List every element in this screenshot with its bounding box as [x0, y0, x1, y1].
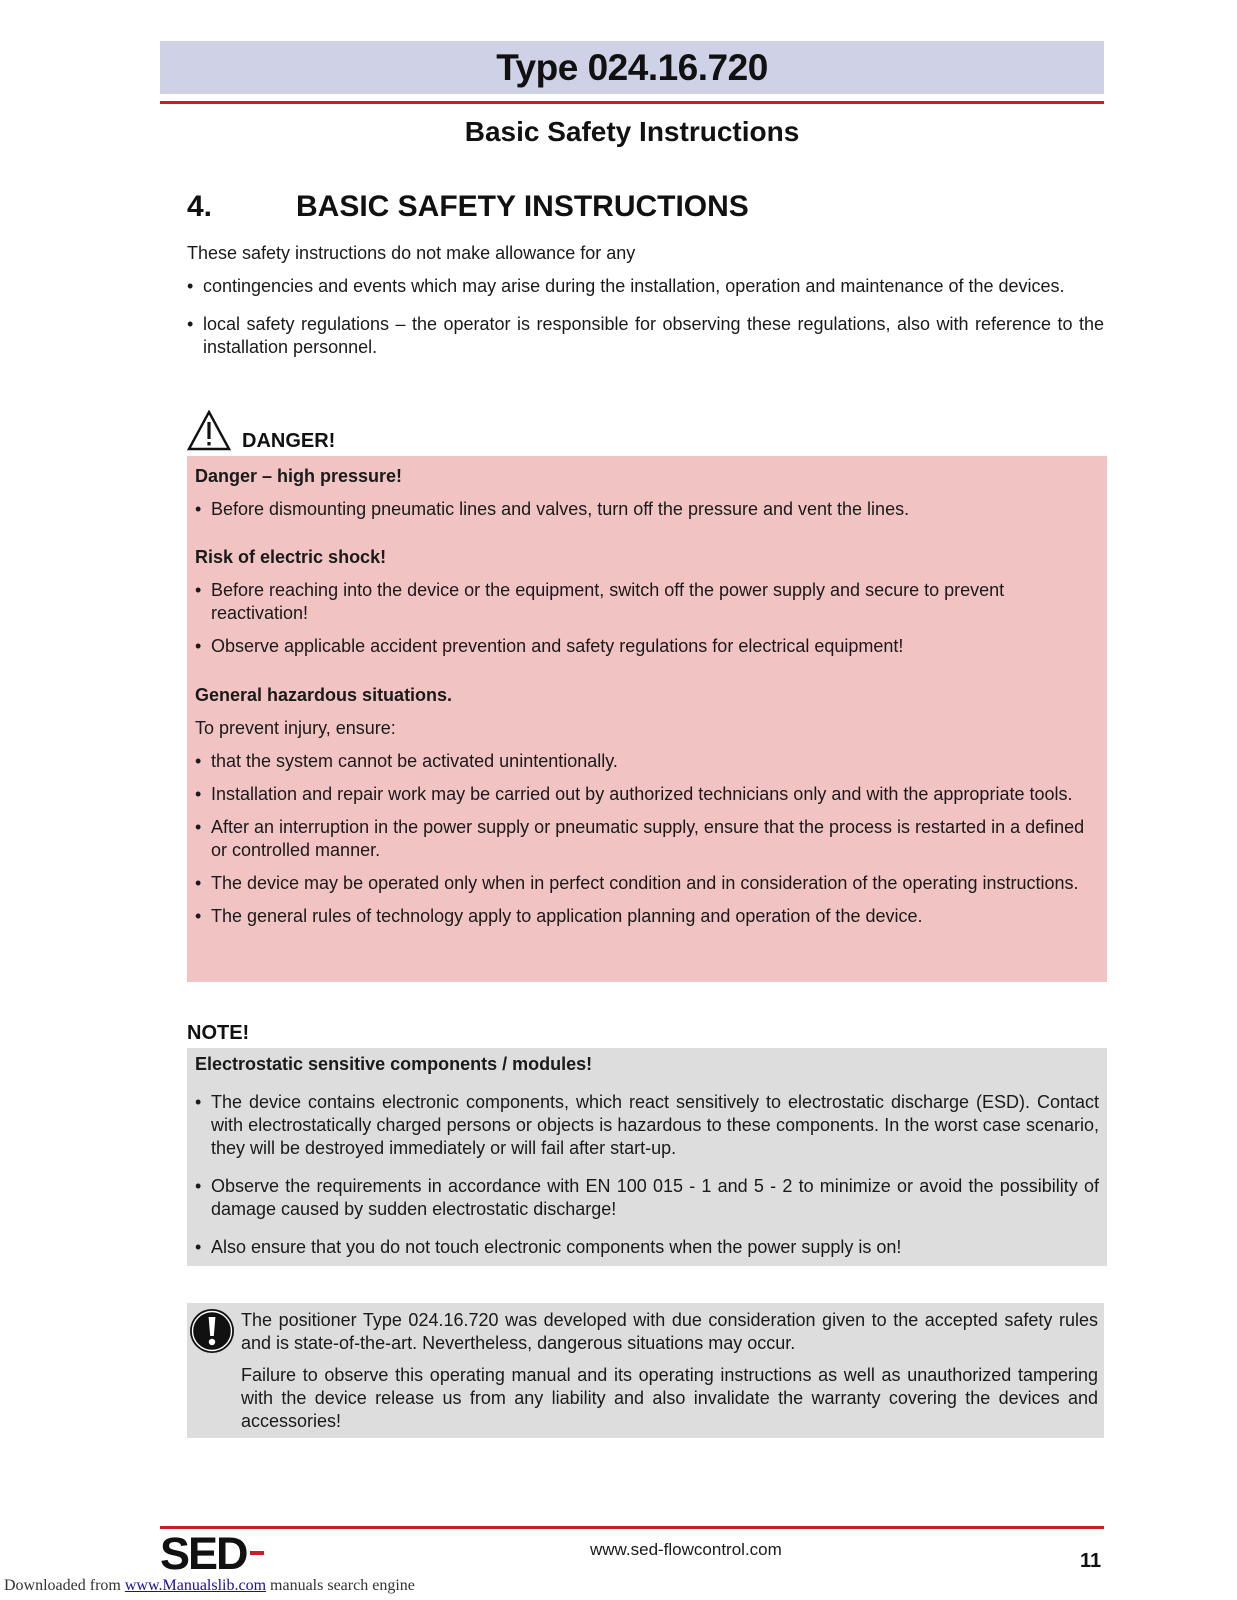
- download-note: [4, 1577, 415, 1595]
- page-number: 11: [1080, 1550, 1102, 1572]
- danger-bullet: • Observe applicable accident prevention and safety regulations for electrical equipment!: [195, 635, 1099, 658]
- danger-group-lead: To prevent injury, ensure:: [195, 718, 396, 738]
- danger-label: DANGER!: [242, 430, 336, 452]
- section-subtitle: Basic Safety Instructions: [464, 116, 800, 147]
- download-suffix: manuals search engine: [266, 1577, 415, 1594]
- note-label: NOTE!: [187, 1022, 250, 1044]
- intro-bullets: [187, 275, 1104, 359]
- chapter-title: BASIC SAFETY INSTRUCTIONS: [296, 190, 749, 223]
- info-paragraph: The positioner Type 024.16.720 was developed with due consideration given to the accepted safety rules and is state-of-the-art. Nevertheless, dangerous situations may occur.: [241, 1310, 1098, 1353]
- download-prefix: Downloaded from: [4, 1577, 125, 1594]
- danger-box: [187, 456, 1107, 982]
- footer-divider: [160, 1526, 1104, 1529]
- sed-logo: [160, 1533, 275, 1573]
- title-band: [160, 41, 1104, 94]
- intro-bullet: • contingencies and events which may arise during the installation, operation and maintenance of the devices.: [187, 275, 1104, 298]
- danger-bullet: • Before dismounting pneumatic lines and valves, turn off the pressure and vent the lines.: [195, 498, 1099, 521]
- footer-url[interactable]: www.sed-flowcontrol.com: [590, 1540, 782, 1559]
- warning-triangle-icon: [187, 410, 231, 452]
- info-text: [241, 1309, 1098, 1433]
- danger-bullet: • After an interruption in the power supply or pneumatic supply, ensure that the process is restarted in a defined or controlled manner.: [195, 816, 1099, 862]
- exclamation-circle-icon: [188, 1307, 236, 1355]
- note-bullet: • Also ensure that you do not touch electronic components when the power supply is on!: [195, 1236, 1099, 1259]
- intro-bullet: • local safety regulations – the operator is responsible for observing these regulations, also with reference to the installation personnel.: [187, 313, 1104, 359]
- chapter-number: 4.: [187, 190, 213, 223]
- info-paragraph: Failure to observe this operating manual and its operating instructions as well as unauthorized tampering with the device release us from any liability and also invalidate the warranty covering the devices and accessories!: [241, 1365, 1098, 1431]
- note-box: [187, 1048, 1107, 1266]
- danger-group-heading: Danger – high pressure!: [195, 466, 403, 486]
- danger-group-heading: Risk of electric shock!: [195, 547, 387, 567]
- header-divider: [160, 101, 1104, 104]
- danger-header: [187, 410, 587, 454]
- intro-lead: These safety instructions do not make allowance for any: [187, 243, 636, 263]
- svg-text:SED: SED: [160, 1533, 247, 1573]
- chapter-heading: [187, 190, 1087, 230]
- note-bullet: • The device contains electronic components, which react sensitively to electrostatic discharge (ESD). Contact with electrostatically charged persons or objects is hazardous to these components. In the worst case scenario, they will be destroyed immediately or will fail after start-up.: [195, 1091, 1099, 1160]
- note-heading: Electrostatic sensitive components / modules!: [195, 1054, 593, 1074]
- danger-bullet: • The general rules of technology apply to application planning and operation of the device.: [195, 905, 1099, 928]
- info-box: [187, 1303, 1104, 1438]
- danger-bullet: • Installation and repair work may be carried out by authorized technicians only and with the appropriate tools.: [195, 783, 1099, 806]
- note-bullet: • Observe the requirements in accordance with EN 100 015 - 1 and 5 - 2 to minimize or avoid the possibility of damage caused by sudden electrostatic discharge!: [195, 1175, 1099, 1221]
- danger-bullet: • Before reaching into the device or the equipment, switch off the power supply and secure to prevent reactivation!: [195, 579, 1099, 625]
- danger-bullet: • that the system cannot be activated unintentionally.: [195, 750, 1099, 773]
- manualslib-link[interactable]: www.Manualslib.com: [124, 1577, 267, 1594]
- doc-type-title: Type 024.16.720: [496, 46, 768, 88]
- danger-bullet: • The device may be operated only when in perfect condition and in consideration of the operating instructions.: [195, 872, 1099, 895]
- danger-group-heading: General hazardous situations.: [195, 685, 453, 705]
